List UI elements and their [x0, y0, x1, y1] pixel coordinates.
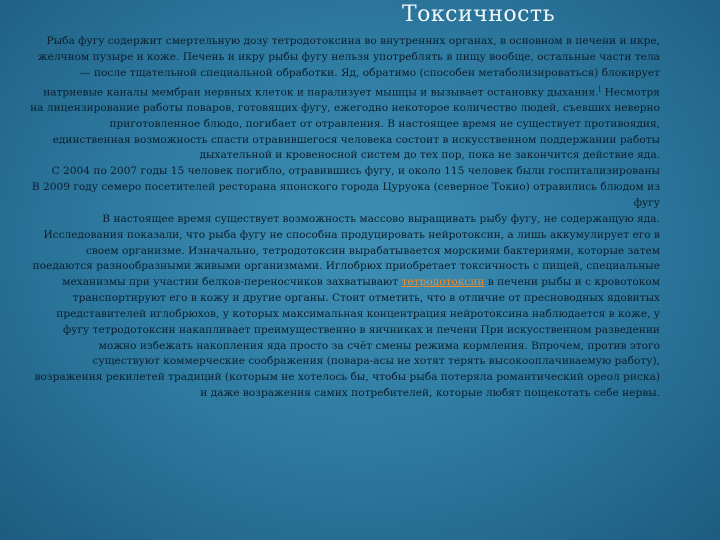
paragraph-incident: В 2009 году семеро посетителей ресторана японского города Цуруока (северное Токио) отравились блюдом из фугу [31, 181, 660, 209]
tetrodotoxin-link[interactable]: тетродотоксин [401, 276, 485, 289]
paragraph-text: В настоящее время существует возможность массово выращивать рыбу фугу, не содержащую яда. Исследования показали, что рыба фугу не способна продуцировать нейротоксин, а лишь аккумулирует его в своем организме. Изначально, тетродотоксин вырабатывается морскими бактериями, которые затем поедаются разнообразными живыми организмами. Иглобрюх приобретает токсичность с пищей, специальные механизмы при участии белков-переносчиков захватывают [32, 212, 660, 289]
paragraph-toxicity [30, 34, 660, 164]
paragraph-text: Рыба фугу содержит смертельную дозу тетродотоксина во внутренних органах, в основном в печени и икре, желчном пузыре и коже. Печень и икру рыбы фугу нельзя употреблять в пищу вообще, остальные части тела — после тщательной специальной обработки. Яд, обратимо (способен метаболизироваться) блокирует натриевые каналы мембран нервных клеток и парализует мышцы и вызывает остановку дыхания. [37, 35, 660, 99]
paragraph-text-continued: в печени рыбы и с кровотоком транспортируют его в кожу и другие органы. Стоит отметить, что в отличие от пресноводных ядовитых представителей иглобрюхов, у которых максимальная концентрация нейротоксина наблюдается в коже, у фугу тетродотоксин накапливает преимущественно в яичниках и печени При искусственном разведении можно избежать накопления яда просто за счёт смены режима кормления. Впрочем, против этого существуют коммерческие соображения (повара-асы не хотят терять высокооплачиваемую работу), возражения рекилетей традиций (которым не хотелось бы, чтобы рыба потеряла романтический ореол риска) и даже возражения самих потребителей, которые любят пощекотать себе нервы. [34, 276, 660, 400]
paragraph-cultivation [30, 212, 660, 402]
reference-marker: [ [598, 84, 602, 93]
paragraph-text-continued: Несмотря на лицензирование работы поваров, готовящих фугу, ежегодно некоторое количество людей, съевших неверно приготовленное блюдо, погибает от отравления. В настоящее время не существует противоядия, единственная возможность спасти отравившегося человека состоит в искусственном поддержании работы дыхательной и кровеносной систем до тех пор, пока не закончится действие яда. [30, 86, 660, 162]
slide-body [30, 34, 660, 402]
paragraph-statistics: С 2004 по 2007 годы 15 человек погибло, отравившись фугу, и около 115 человек были госпитализированы [51, 165, 660, 178]
slide-title: Токсичность [402, 2, 556, 27]
